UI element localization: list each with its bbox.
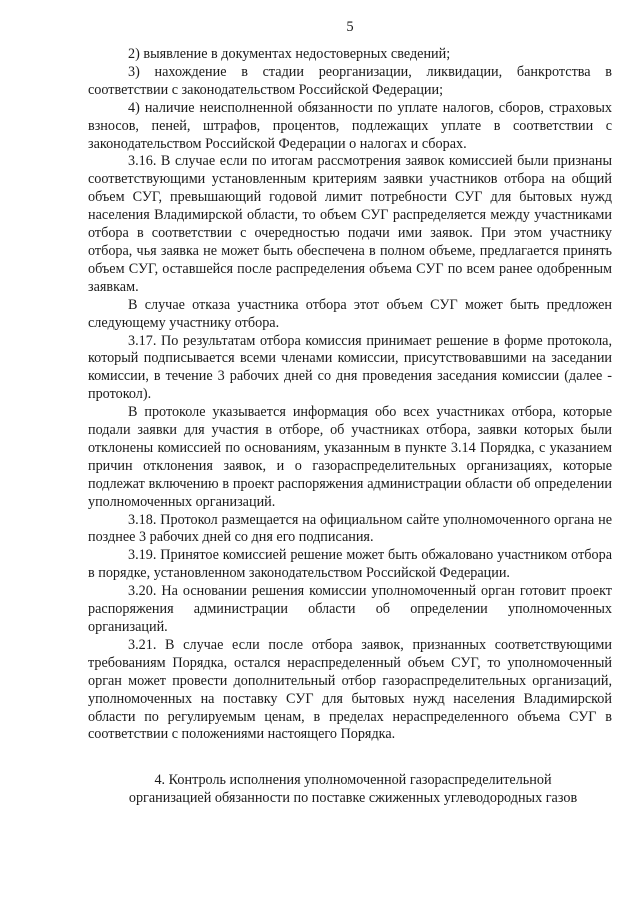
paragraph-3-17: 3.17. По результатам отбора комиссия принимает решение в форме протокола, который подписывается всеми членами комиссии, присутствовавшими на заседании комиссии, в течение 3 рабочих дней со дня проведения заседания комиссии (далее - протокол). [88,332,612,403]
paragraph-item-2: 2) выявление в документах недостоверных сведений; [128,46,451,62]
paragraph-3-20: 3.20. На основании решения комиссии уполномоченный орган готовит проект распоряжения администрации области об определении уполномоченных организаций. [88,583,612,635]
page-number: 5 [346,19,354,35]
section-heading [88,771,612,807]
section-heading-line-2: организацией обязанности по поставке сжиженных углеводородных газов [128,790,578,807]
paragraph-3-16-continued: В случае отказа участника отбора этот объем СУГ может быть предложен следующему участнику отбора. [88,296,612,331]
paragraph-item-3: 3) нахождение в стадии реорганизации, ликвидации, банкротства в соответствии с законодательством Российской Федерации; [88,63,612,98]
paragraph-3-21: 3.21. В случае если после отбора заявок, признанных соответствующими требованиям Порядка, остался нераспределенный объем СУГ, то уполномоченный орган может провести дополнительный отбор газораспределительных организаций, уполномоченных на поставку СУГ для бытовых нужд населения Владимирской области по регулируемым ценам, в пределах нераспределенного объема СУГ в соответствии с положениями настоящего Порядка. [88,636,612,743]
paragraph-3-19: 3.19. Принятое комиссией решение может быть обжаловано участником отбора в порядке, установленном законодательством Российской Федерации. [88,547,612,582]
section-heading-line-1: 4. Контроль исполнения уполномоченной газораспределительной [154,772,552,789]
paragraph-3-18: 3.18. Протокол размещается на официальном сайте уполномоченного органа не позднее 3 рабочих дней со дня его подписания. [88,511,612,546]
paragraph-3-16: 3.16. В случае если по итогам рассмотрения заявок комиссией были признаны соответствующими установленным критериям заявки участников отбора на общий объем СУГ, превышающий годовой лимит потребности СУГ для бытовых нужд населения Владимирской области, то объем СУГ распределяется между участниками отбора в соответствии с очередностью подачи ими заявок. При этом участнику отбора, чья заявка не может быть обеспечена в полном объеме, предлагается принять объем СУГ, оставшейся после распределения объема СУГ по всем ранее одобренным заявкам. [88,153,612,295]
paragraph-3-17-continued: В протоколе указывается информация обо всех участниках отбора, которые подали заявки для участия в отборе, об участниках отбора, заявки которых были отклонены комиссией по основаниям, указанным в пункте 3.14 Порядка, с указанием причин отклонения заявок, и о газораспределительных организациях, которые подлежат включению в проект распоряжения администрации области об определении уполномоченных организаций. [88,404,612,510]
document-body [88,46,612,744]
paragraph-item-4: 4) наличие неисполненной обязанности по уплате налогов, сборов, страховых взносов, пеней, штрафов, процентов, подлежащих уплате в соответствии с законодательством Российской Федерации о налогах и сборах. [88,99,612,152]
